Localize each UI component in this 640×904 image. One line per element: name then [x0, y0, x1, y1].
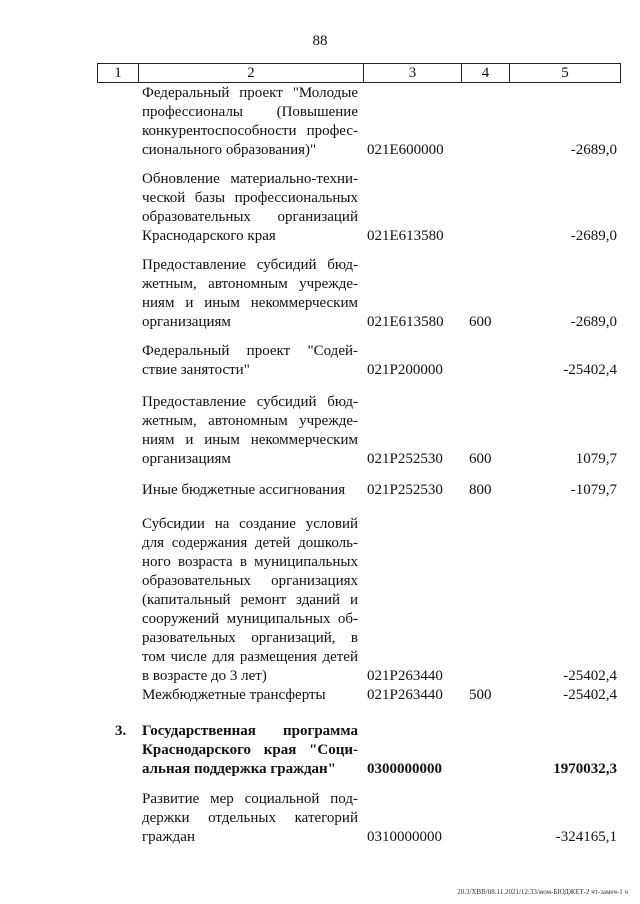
table-row	[97, 481, 621, 500]
row-name	[142, 256, 358, 332]
row-name-line: Краснодарского края	[142, 228, 276, 244]
page-number: 88	[312, 33, 328, 49]
row-name-line: альная поддержка граждан"	[142, 761, 337, 777]
header-col-1: 1	[98, 64, 139, 82]
row-name-line: жетным, автономным учрежде-	[142, 413, 358, 429]
row-code: 021P200000	[367, 362, 443, 378]
row-name-line: ческой базы профессиональных	[142, 190, 358, 206]
table-row	[97, 515, 621, 686]
row-name-line: Краснодарского края "Соци-	[142, 742, 358, 758]
row-name-line: Федеральный проект "Молодые	[142, 85, 358, 101]
row-amount: -1079,7	[570, 482, 617, 498]
header-col-3: 3	[364, 64, 462, 82]
row-name	[142, 790, 358, 847]
row-code: 021P263440	[367, 687, 443, 703]
row-amount: -324165,1	[555, 829, 617, 845]
table-row	[97, 686, 621, 705]
row-name-line: держки отдельных категорий	[142, 810, 358, 826]
row-code: 021E613580	[367, 228, 444, 244]
row-code: 021E613580	[367, 314, 444, 330]
row-name-line: (капитальный ремонт зданий и	[142, 592, 358, 608]
row-amount: -25402,4	[563, 668, 617, 684]
row-amount: -2689,0	[570, 228, 617, 244]
table-row	[97, 722, 621, 779]
row-name-line: граждан	[142, 829, 195, 845]
row-name-line: Государственная программа	[142, 723, 358, 739]
row-code: 021P263440	[367, 668, 443, 684]
row-name-line: Иные бюджетные ассигнования	[142, 482, 346, 498]
row-name	[142, 686, 358, 705]
row-name-line: том числе для размещения детей	[142, 649, 358, 665]
row-code: 0310000000	[367, 829, 442, 845]
row-amount: -25402,4	[563, 362, 617, 378]
row-name	[142, 170, 358, 246]
table-row	[97, 790, 621, 847]
row-amount: -2689,0	[570, 142, 617, 158]
row-type: 500	[469, 687, 492, 703]
row-name-line: ного возраста в муниципальных	[142, 554, 358, 570]
row-name-line: Предоставление субсидий бюд-	[142, 257, 358, 273]
row-name-line: ниям и иным некоммерческим	[142, 432, 358, 448]
row-name-line: сионального образования)"	[142, 142, 317, 158]
row-amount: 1970032,3	[553, 761, 617, 777]
row-name	[142, 722, 358, 779]
row-type: 600	[469, 451, 492, 467]
row-name-line: в возрасте до 3 лет)	[142, 668, 267, 684]
row-name-line: разовательных организаций, в	[142, 630, 358, 646]
table-row	[97, 342, 621, 380]
footer-stamp: 20.3/XВВ/08.11.2021/12:33/мом-БЮДЖЕТ-2 чт-замеч-1 ч	[457, 888, 628, 896]
row-type: 600	[469, 314, 492, 330]
row-name-line: Субсидии на создание условий	[142, 516, 358, 532]
row-code: 021P252530	[367, 482, 443, 498]
row-amount: 1079,7	[575, 451, 617, 467]
row-name-line: ствие занятости"	[142, 362, 250, 378]
row-name-line: Предоставление субсидий бюд-	[142, 394, 358, 410]
table-row	[97, 393, 621, 469]
row-amount: -2689,0	[570, 314, 617, 330]
row-name-line: Межбюджетные трансферты	[142, 687, 326, 703]
row-name	[142, 342, 358, 380]
table-row	[97, 256, 621, 332]
row-name-line: Федеральный проект "Содей-	[142, 343, 358, 359]
row-code: 021P252530	[367, 451, 443, 467]
row-name-line: конкурентоспособности профес-	[142, 123, 358, 139]
row-type: 800	[469, 482, 492, 498]
row-name-line: организациям	[142, 451, 231, 467]
row-name-line: Обновление материально-техни-	[142, 171, 358, 187]
row-code: 021E600000	[367, 142, 444, 158]
row-name-line: образовательных организаций	[142, 209, 358, 225]
row-number: 3.	[115, 723, 127, 739]
row-name	[142, 481, 358, 500]
row-name-line: сооружений муниципальных об-	[142, 611, 358, 627]
row-name-line: для содержания детей дошколь-	[142, 535, 358, 551]
row-name	[142, 393, 358, 469]
row-amount: -25402,4	[563, 687, 617, 703]
row-name-line: профессионалы (Повышение	[142, 104, 358, 120]
row-name	[142, 515, 358, 686]
row-code: 0300000000	[367, 761, 442, 777]
table-row	[97, 170, 621, 246]
row-name-line: организациям	[142, 314, 231, 330]
table-header	[97, 63, 621, 83]
row-name	[142, 84, 358, 160]
table-row	[97, 84, 621, 160]
row-name-line: Развитие мер социальной под-	[142, 791, 358, 807]
row-name-line: образовательных организациях	[142, 573, 358, 589]
header-col-4: 4	[462, 64, 510, 82]
row-name-line: жетным, автономным учрежде-	[142, 276, 358, 292]
row-name-line: ниям и иным некоммерческим	[142, 295, 358, 311]
header-col-5: 5	[561, 65, 569, 81]
header-col-2: 2	[139, 64, 364, 82]
